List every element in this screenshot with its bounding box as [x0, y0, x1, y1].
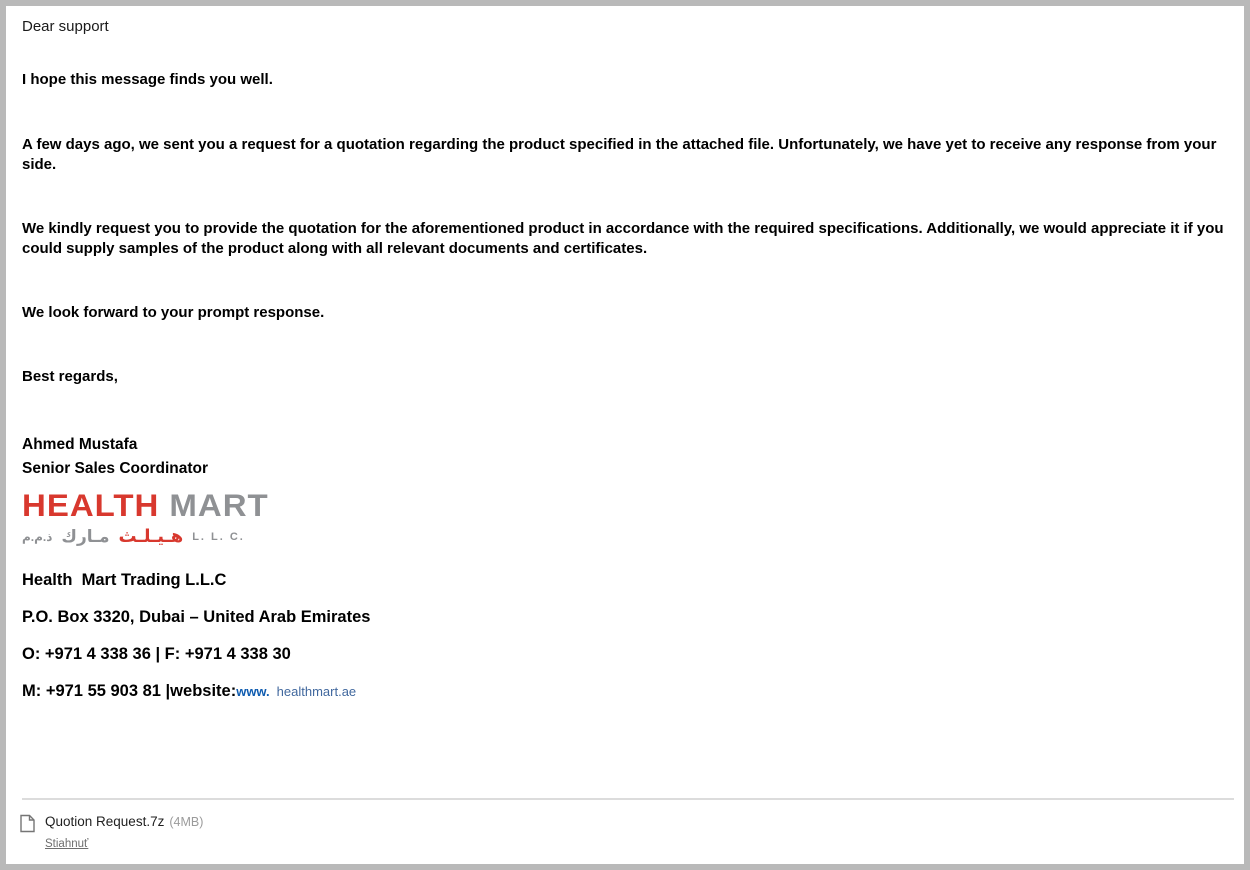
- file-icon[interactable]: [20, 814, 35, 838]
- greeting: Dear support: [22, 18, 109, 35]
- attachment-info: [45, 813, 203, 852]
- mobile-website-label: M: +971 55 903 81 |website:: [22, 682, 237, 700]
- email-body: [6, 6, 1244, 864]
- company-phones: O: +971 4 338 36 | F: +971 4 338 30: [22, 645, 291, 663]
- download-link[interactable]: Stiahnuť: [45, 838, 89, 850]
- attachment-item[interactable]: [16, 813, 1240, 852]
- logo-arabic-llc: ذ.م.م: [22, 529, 53, 544]
- logo-arabic-line: [22, 526, 269, 547]
- body-paragraph: I hope this message finds you well.: [22, 71, 273, 88]
- logo-arabic-mart: مـارك: [61, 526, 110, 546]
- attachment-divider: [22, 798, 1234, 800]
- body-paragraph: We kindly request you to provide the quotation for the aforementioned product in accordance with the required specifications. Additionally, we would appreciate it if you could supply samples of the product along with all relevant documents and certificates.: [22, 220, 1224, 257]
- attachment-filename[interactable]: Quotion Request.7z: [45, 814, 165, 829]
- signature-name: Ahmed Mustafa: [22, 436, 138, 453]
- company-mobile-website: [22, 682, 1240, 701]
- body-paragraph: We look forward to your prompt response.: [22, 304, 325, 321]
- website-link-www[interactable]: www.: [236, 684, 270, 699]
- attachment-size: (4MB): [169, 815, 204, 829]
- logo-word-mart: MART: [169, 487, 269, 523]
- logo-wordmark: [22, 489, 269, 522]
- signoff: Best regards,: [22, 368, 118, 385]
- attachment-section: [16, 798, 1240, 852]
- body-paragraph: A few days ago, we sent you a request for a quotation regarding the product specified in the attached file. Unfortunately, we have yet to receive any response from your side.: [22, 136, 1217, 173]
- company-address: P.O. Box 3320, Dubai – United Arab Emirates: [22, 608, 371, 626]
- health-mart-logo: [22, 489, 269, 547]
- logo-word-health: HEALTH: [22, 487, 160, 523]
- company-details: [22, 571, 1240, 701]
- attachment-name-row: [45, 813, 203, 831]
- website-link-domain[interactable]: healthmart.ae: [276, 684, 357, 699]
- logo-arabic-health: هـيـلـث: [118, 526, 184, 546]
- signature-block: [22, 433, 1240, 481]
- logo-llc-label: L. L. C.: [192, 530, 245, 543]
- company-name: Health Mart Trading L.L.C: [22, 571, 227, 589]
- signature-title: Senior Sales Coordinator: [22, 460, 209, 477]
